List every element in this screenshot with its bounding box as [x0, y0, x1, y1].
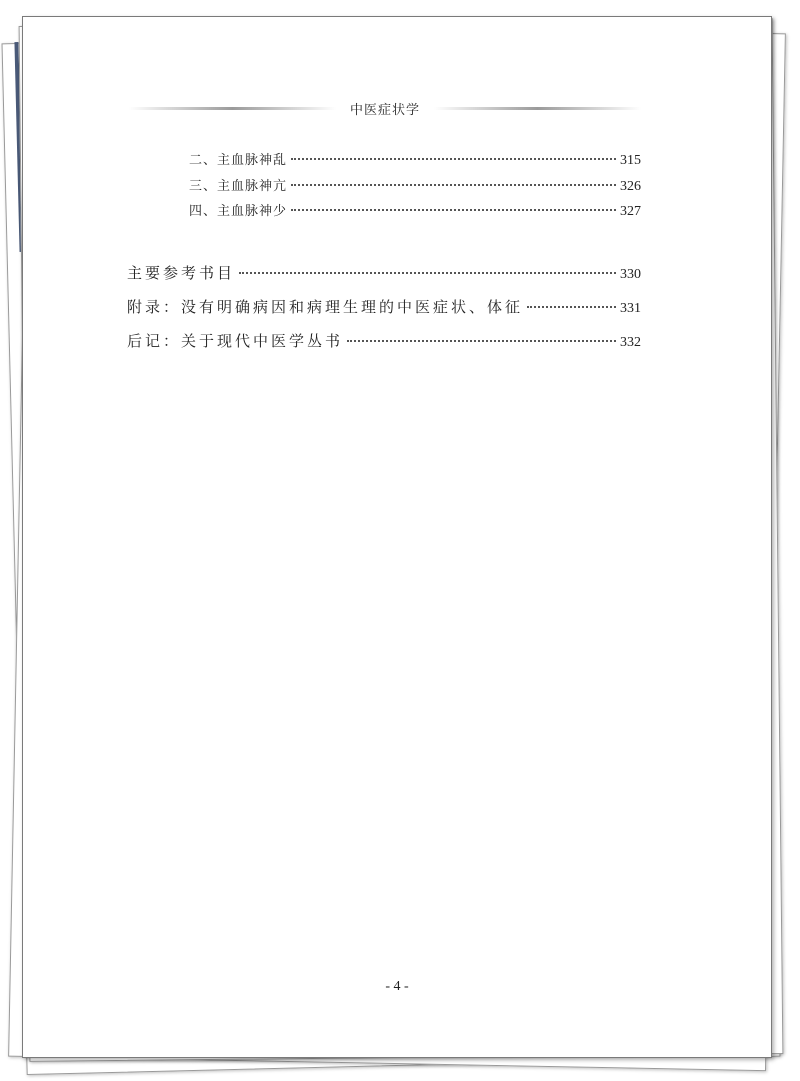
toc-entry[interactable]	[127, 262, 641, 283]
toc-entry-label: 二、主血脉神乱	[189, 153, 288, 168]
toc-entry-label: 附录：没有明确病因和病理生理的中医症状、体征	[127, 298, 524, 316]
dot-leader	[291, 209, 616, 211]
toc-entry-page: 315	[620, 153, 641, 168]
toc-entry-label: 三、主血脉神亢	[189, 179, 288, 194]
running-header	[129, 97, 641, 119]
dot-leader	[239, 272, 616, 274]
dot-leader	[527, 306, 616, 308]
toc-entry-label: 主要参考书目	[127, 264, 236, 282]
dot-leader	[347, 340, 616, 342]
dot-leader	[291, 184, 616, 186]
header-rule-left	[129, 107, 336, 110]
toc-entry[interactable]	[189, 175, 641, 195]
dot-leader	[291, 158, 616, 160]
document-page	[22, 16, 772, 1058]
header-rule-right	[434, 107, 641, 110]
header-title: 中医症状学	[350, 102, 421, 118]
page-number-footer: - 4 -	[385, 979, 409, 994]
toc-entry-page: 331	[620, 301, 641, 316]
toc-entry[interactable]	[127, 330, 641, 351]
toc-entry-page: 326	[620, 179, 641, 194]
toc-entry-page: 330	[620, 267, 641, 282]
toc-entry[interactable]	[127, 296, 641, 317]
toc-entry[interactable]	[189, 200, 641, 220]
toc-entry-page: 327	[620, 204, 641, 219]
toc-entry-page: 332	[620, 335, 641, 350]
toc-entry-label: 四、主血脉神少	[189, 204, 288, 219]
toc-entry-label: 后记：关于现代中医学丛书	[127, 332, 344, 350]
toc-entry[interactable]	[189, 149, 641, 169]
